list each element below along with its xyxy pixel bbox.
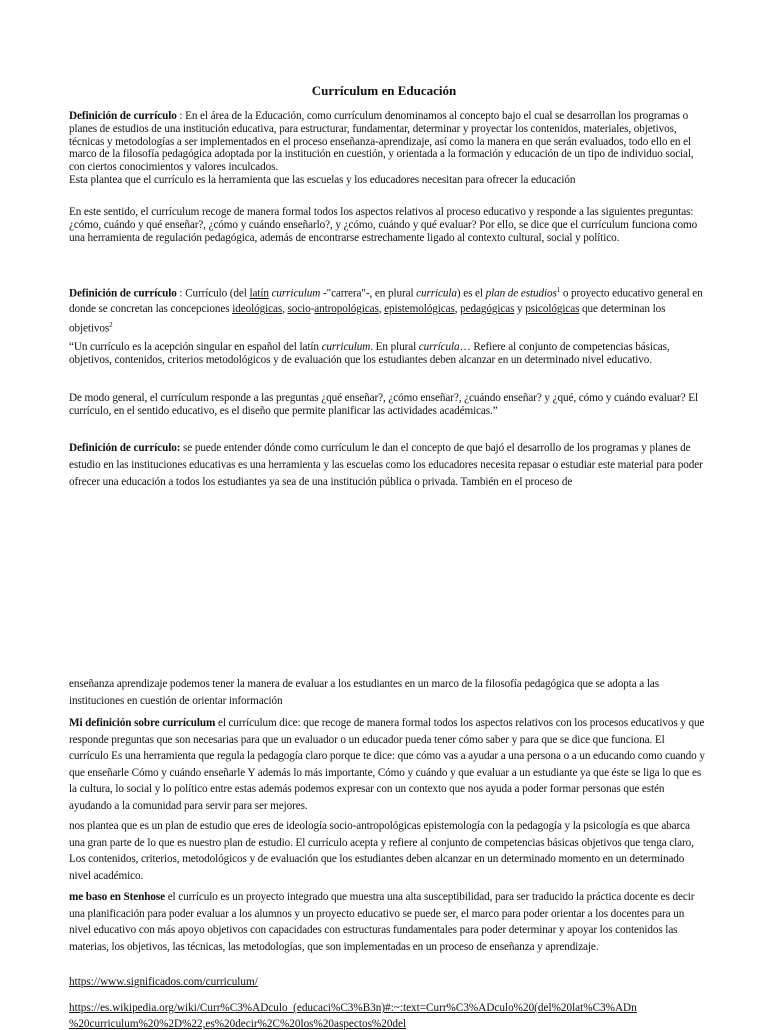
reference-link-significados[interactable]: https://www.significados.com/curriculum/ — [69, 976, 258, 988]
paragraph-text: : En el área de la Educación, como currículum denominamos al concepto bajo el cual se desarrollan los programas o planes de estudios de una institución educativa, para estructurar, fundamentar, determinar y proyectar los contenidos, materiales, objetivos, técnicas y metodologías a ser implementados en el proceso enseñanza-aprendizaje, así como la manera en que serán evaluados, todo ello en el marco de la filosofía pedagógica adoptada por la institución en cuestión, y orientada a la formación y educación de un tipo de individuo social, con ciertos conocimientos y valores inculcados. — [69, 110, 694, 174]
link-psicologicas[interactable]: psicológicas — [525, 303, 580, 316]
paragraph-sentido: En este sentido, el currículum recoge de manera formal todos los aspectos relativos al proceso educativo y responde a las siguientes preguntas: ¿cómo, cuándo y qué enseñar?, ¿cómo y cuándo enseñarlo?, y ¿cómo, cuándo y qué evaluar? Por ello, se dice que el currículum funciona como una herramienta de regulación pedagógica, además de encontrarse estrechamente ligado al contexto cultural, social y político. — [69, 206, 698, 244]
paragraph-text: Esta plantea que el currículo es la herramienta que las escuelas y los educadores necesitan para ofrecer la educación — [69, 173, 576, 186]
link-ideologicas[interactable]: ideológicas — [232, 303, 283, 316]
paragraph-quote: “Un currículo es la acepción singular en español del latín curriculum. En plural currícula… Refiere al conjunto de competencias básicas, objetivos, contenidos, criterios metodológicos y de evaluación que los estudiantes deben alcanzar en un determinado nivel educativo. — [69, 341, 670, 366]
link-epistemologicas[interactable]: epistemológicas — [384, 303, 455, 316]
paragraph-text: el currículo es un proyecto integrado que muestra una alta susceptibilidad, para ser traducido la práctica docente es decir una planificación para poder evaluar a los alumnos y un proyecto educativo se puede ser, el marco para poder orientar a los docentes para un nivel educativo con más apoyo objetivos con capacidades con estructuras fundamentales para poder determinar y apoyar los contenidos las materias, los objetivos, las técnicas, las metodologías, que son implementadas en un proceso de enseñanza y aprendizaje. — [69, 891, 695, 953]
paragraph-heading: Mi definición sobre currículum — [69, 717, 216, 729]
paragraph-continuation: enseñanza aprendizaje podemos tener la manera de evaluar a los estudiantes en un marco de la filosofía pedagógica que se adopta a las instituciones en cuestión de orientar información — [69, 678, 659, 707]
paragraph-general: De modo general, el currículum responde a las preguntas ¿qué enseñar?, ¿cómo enseñar?, ¿cuándo enseñar? y ¿qué, cómo y cuándo evaluar? El currículo, en el sentido educativo, es el diseño que permite planificar las actividades académicas.” — [69, 392, 698, 417]
footnote-ref[interactable]: 2 — [109, 320, 113, 329]
paragraph-heading: Definición de currículo — [69, 287, 177, 300]
paragraph-text: el currículum dice: que recoge de manera formal todos los aspectos relativos con los procesos educativos y que responde preguntas que son necesarias para que un evaluador o un educador pueda tener cómo saber y para que se dice que funciona. El currículo Es una herramienta que regula la pedagogía claro porque te dice: que cómo vas a ayudar a una persona o a un educando como cuando y que enseñarle Cómo y cuándo enseñarle Y además lo más importante, Cómo y cuándo y que evaluar a un estudiante ya que éste se liga lo que es la cultura, lo social y lo político entre estas además podemos expresar con un contexto que nos ayuda a poder formar personas que estén ayudando a la comunidad para servir para ser mejores. — [69, 717, 705, 812]
link-socio[interactable]: socio — [287, 303, 311, 316]
footnote-ref[interactable]: 1 — [556, 286, 561, 294]
paragraph-heading: Definición de currículo — [69, 110, 177, 122]
link-pedagogicas[interactable]: pedagógicas — [460, 303, 515, 316]
paragraph-definition-2: Definición de currículo : Currículo (del latín curriculum -"carrera"-, en plural curricula) es el plan de estudios$^1$ o proyecto educativo general en donde se concretan las concepciones ideológicas, socio-antropológicas, epistemológicas, pedagógicas y psicológicas que determinan los objetivos$^2$ — [69, 286, 703, 335]
paragraph-plan: nos plantea que es un plan de estudio que eres de ideología socio-antropológicas epistemología con la pedagogía y la psicología es que abarca una gran parte de lo que es nuestro plan de estudio. El currículo acepta y refiere al conjunto de competencias básicas objetivos que tenga claro, Los contenidos, criterios, metodológicos y de evaluación que los estudiantes deben alcanzar en un determinado momento en un determinado nivel académico. — [69, 820, 694, 882]
paragraph-heading: Definición de currículo: — [69, 442, 181, 454]
paragraph-definition-3 — [69, 440, 705, 491]
page-title: Currículum en Educación — [311, 83, 457, 98]
link-latin[interactable]: latín — [249, 287, 269, 300]
paragraph-definition-1 — [69, 110, 705, 187]
reference-link-wikipedia[interactable]: https://es.wikipedia.org/wiki/Curr%C3%ADculo_(educaci%C3%B3n)#:~:text=Curr%C3%ADculo%20(del%20lat%C3%ADn — [69, 1002, 637, 1014]
paragraph-mi-definicion — [69, 715, 705, 815]
reference-link-wikipedia-cont[interactable]: %20curriculum%20%2D%22,es%20decir%2C%20los%20aspectos%20del — [69, 1018, 407, 1030]
link-antropologicas[interactable]: antropológicas — [314, 303, 379, 316]
paragraph-heading: me baso en Stenhose — [69, 891, 165, 903]
paragraph-text: se puede entender dónde como currículum le dan el concepto de que bajó el desarrollo de los programas y planes de estudio en las instituciones educativas es una herramienta y las escuelas como los educadores necesita repasar o estudiar este material para poder ofrecer una educación a todos los estudiantes ya sea de una institución pública o privada. También en el proceso de — [69, 442, 703, 488]
paragraph-stenhose — [69, 889, 705, 955]
